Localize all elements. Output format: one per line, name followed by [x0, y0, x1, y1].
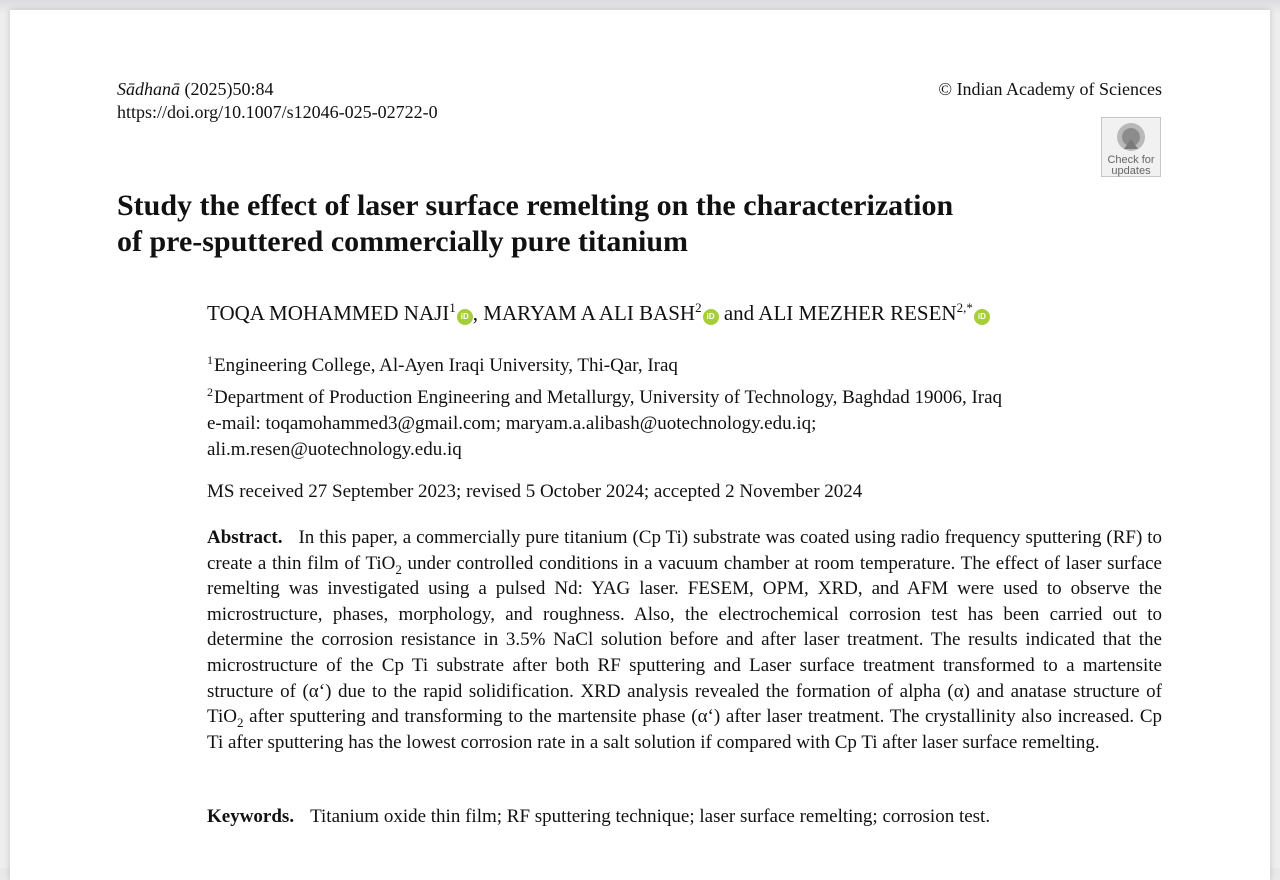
orcid-icon[interactable]: iD — [703, 309, 719, 325]
doi-link[interactable]: https://doi.org/10.1007/s12046-025-02722-0 — [117, 102, 438, 122]
author-1-affiliation: 1 — [449, 300, 456, 315]
author-3-affiliation: 2,* — [956, 300, 973, 315]
affiliation-1 — [207, 347, 1167, 379]
author-3: ALI MEZHER RESEN — [758, 301, 957, 325]
manuscript-dates: MS received 27 September 2023; revised 5 October 2024; accepted 2 November 2024 — [207, 481, 863, 502]
email-line-1: e-mail: toqamohammed3@gmail.com; maryam.a.alibash@uotechnology.edu.iq; — [207, 413, 817, 434]
abstract — [207, 525, 1162, 755]
affiliation-1-marker: 1 — [207, 353, 213, 367]
abstract-text-3: after sputtering and transforming to the martensite phase (α‘) after laser treatment. The crystallinity also increased. Cp Ti after sputtering has the lowest corrosion rate in a salt solution if compared with Cp Ti after laser surface remelting. — [207, 706, 1162, 753]
subscript-2: 2 — [395, 561, 402, 577]
affiliation-1-text: Engineering College, Al-Ayen Iraqi University, Thi-Qar, Iraq — [214, 355, 678, 376]
paper-title — [117, 188, 1117, 260]
keywords — [207, 804, 990, 830]
journal-volume: (2025)50:84 — [184, 79, 274, 99]
orcid-icon[interactable]: iD — [974, 309, 990, 325]
check-updates-icon — [1115, 121, 1147, 153]
check-updates-label-2: updates — [1111, 165, 1151, 177]
title-line-1: Study the effect of laser surface remelting on the characterization — [117, 189, 954, 222]
affiliations — [207, 347, 1167, 463]
author-2-affiliation: 2 — [695, 300, 702, 315]
abstract-text-2: under controlled conditions in a vacuum chamber at room temperature. The effect of laser surface remelting was investigated using a pulsed Nd: YAG laser. FESEM, OPM, XRD, and AFM were used to observe the microstructure, phases, morphology, and roughness. Also, the electrochemical corrosion test has been carried out to determine the corrosion resistance in 3.5% NaCl solution before and after laser treatment. The results indicated that the microstructure of the Cp Ti substrate after both RF sputtering and Laser surface treatment transformed to a martensite structure of (α‘) due to the rapid solidification. XRD analysis revealed the formation of alpha (α) and anatase structure of TiO — [207, 552, 1162, 728]
author-list — [207, 294, 990, 327]
journal-citation — [117, 78, 438, 101]
email-line-2: ali.m.resen@uotechnology.edu.iq — [207, 439, 462, 460]
title-line-2: of pre-sputtered commercially pure titanium — [117, 225, 689, 258]
keywords-text: Titanium oxide thin film; RF sputtering technique; laser surface remelting; corrosion test. — [310, 806, 991, 827]
author-2: MARYAM A ALI BASH — [483, 301, 696, 325]
author-separator: , — [472, 301, 484, 325]
abstract-text-1: In this paper, a commercially pure titanium (Cp Ti) substrate was coated using radio frequency sputtering (RF) to create a thin film of TiO — [207, 527, 1162, 574]
abstract-label: Abstract. — [207, 527, 283, 548]
paper-page — [10, 10, 1270, 880]
affiliation-2 — [207, 379, 1167, 411]
affiliation-2-marker: 2 — [207, 385, 213, 399]
journal-name: Sādhanā — [117, 79, 180, 99]
orcid-icon[interactable]: iD — [457, 309, 473, 325]
check-updates-label-1: Check for — [1107, 154, 1155, 166]
subscript-2: 2 — [236, 714, 244, 730]
author-conjunction: and — [718, 301, 759, 325]
affiliation-2-text: Department of Production Engineering and Metallurgy, University of Technology, Baghdad 19006, Iraq — [214, 387, 1003, 408]
publisher-copyright: © Indian Academy of Sciences — [938, 79, 1162, 99]
author-1: TOQA MOHAMMED NAJI — [207, 301, 450, 325]
check-for-updates-badge[interactable] — [1101, 117, 1161, 177]
keywords-label: Keywords. — [207, 806, 295, 827]
journal-info — [117, 78, 438, 124]
